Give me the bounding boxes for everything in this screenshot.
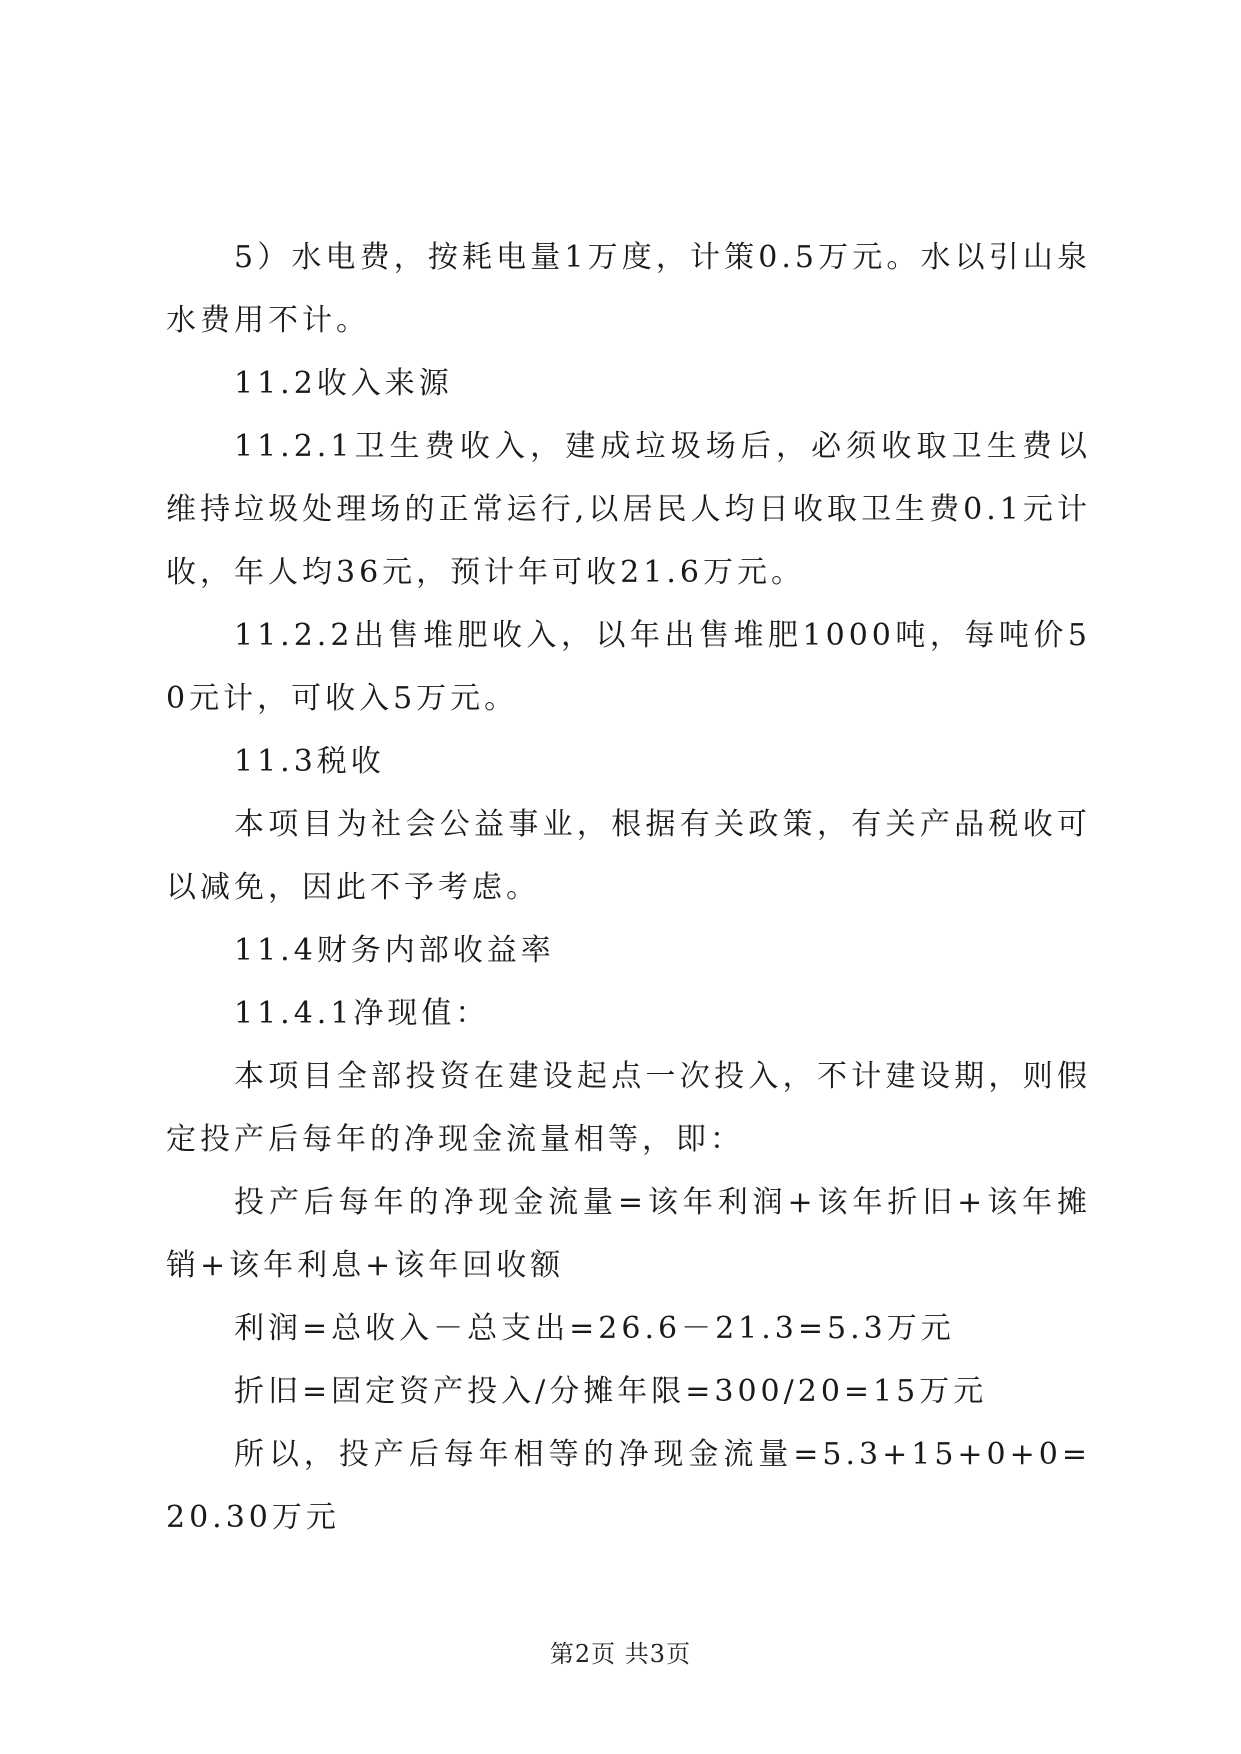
page-number-footer: 第2页 共3页	[549, 1640, 692, 1668]
paragraph-investment-assumption: 本项目全部投资在建设起点一次投入，不计建设期，则假定投产后每年的净现金流量相等，即：	[166, 1059, 1091, 1157]
heading-irr: 11.4财务内部收益率	[234, 933, 555, 968]
document-body	[166, 226, 1091, 1549]
paragraph-depreciation: 折旧=固定资产投入/分摊年限=300/20=15万元	[234, 1374, 988, 1409]
paragraph-compost-sales: 11.2.2出售堆肥收入，以年出售堆肥1000吨，每吨价50元计，可收入5万元。	[166, 618, 1091, 716]
paragraph-cashflow-formula: 投产后每年的净现金流量=该年利润+该年折旧+该年摊销+该年利息+该年回收额	[166, 1185, 1091, 1283]
heading-income-sources: 11.2收入来源	[234, 366, 453, 401]
heading-taxation: 11.3税收	[234, 744, 385, 779]
paragraph-cashflow-result: 所以，投产后每年相等的净现金流量=5.3+15+0+0=20.30万元	[166, 1437, 1091, 1535]
paragraph-tax-exemption: 本项目为社会公益事业，根据有关政策，有关产品税收可以减免，因此不予考虑。	[166, 807, 1091, 905]
paragraph-profit: 利润=总收入－总支出=26.6－21.3=5.3万元	[234, 1311, 955, 1346]
heading-npv: 11.4.1净现值：	[234, 996, 490, 1031]
paragraph-sanitation-fee: 11.2.1卫生费收入，建成垃圾场后，必须收取卫生费以维持垃圾处理场的正常运行,以居民人均日收取卫生费0.1元计收，年人均36元，预计年可收21.6万元。	[166, 429, 1091, 590]
paragraph-utilities: 5）水电费，按耗电量1万度，计策0.5万元。水以引山泉水费用不计。	[166, 240, 1091, 338]
